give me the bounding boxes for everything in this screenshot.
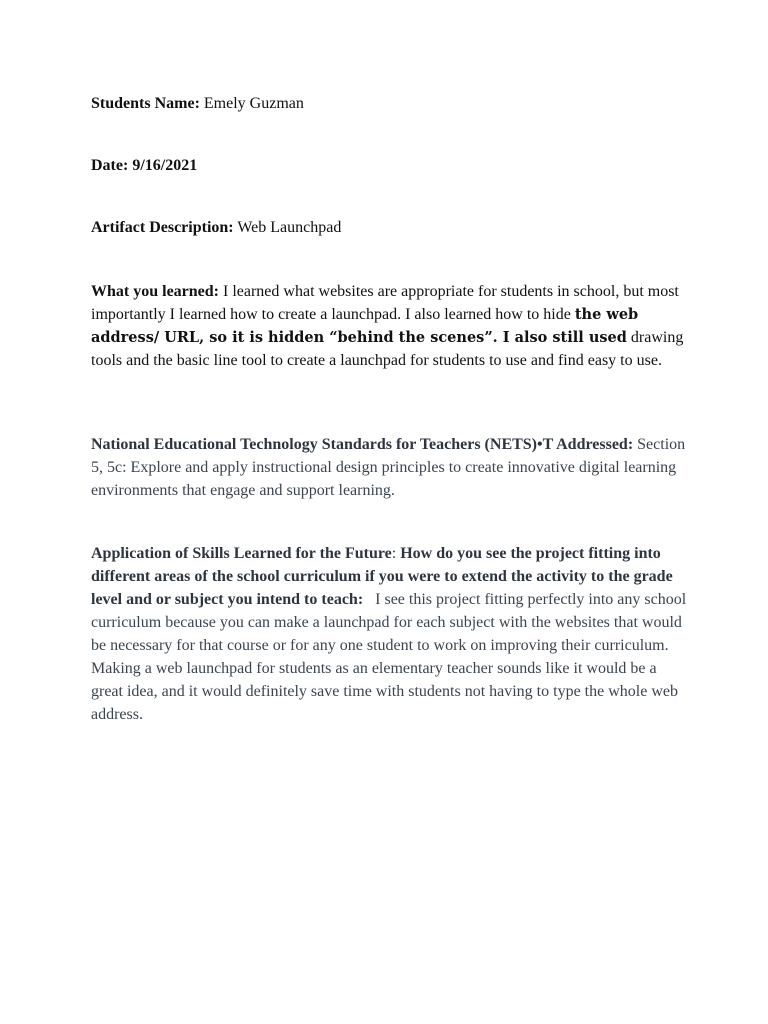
student-name-field xyxy=(91,92,691,115)
what-you-learned-field xyxy=(91,280,691,372)
what-you-learned-text-a: I learned what websites are appropriate for students in school, but most importantly I learned how to create a launchpad. I also learned how to hide xyxy=(91,283,679,323)
student-name-value: Emely Guzman xyxy=(199,95,304,112)
artifact-description-value: Web Launchpad xyxy=(233,219,342,236)
what-you-learned-text-b: drawing tools and the basic line tool to create a launchpad for students to use and find easy to use. xyxy=(91,329,684,369)
what-you-learned-text-bold: the web address/ URL, so it is hidden “behind the scenes”. I also still used xyxy=(91,306,639,346)
artifact-description-label: Artifact Description: xyxy=(91,219,234,236)
nets-label: National Educational Technology Standards for Teachers (NETS)•T Addressed: xyxy=(91,436,634,453)
artifact-description-field xyxy=(91,216,691,239)
application-field xyxy=(91,542,691,726)
student-name-label: Students Name: xyxy=(91,95,200,112)
what-you-learned-label: What you learned: xyxy=(91,283,219,300)
nets-field xyxy=(91,433,691,502)
application-colon: : xyxy=(391,545,401,562)
date-label: Date: 9/16/2021 xyxy=(91,157,198,174)
application-question: How do you see the project fitting into different areas of the school curriculum if you were to extend the activity to the grade level and or subject you intend to teach: xyxy=(91,545,673,608)
application-answer: I see this project fitting perfectly into any school curriculum because you can make a launchpad for each subject with the websites that would be necessary for that course or for any one student to work on improving their curriculum. Making a web launchpad for students as an elementary teacher sounds like it would be a great idea, and it would definitely save time with students not having to type the whole web address. xyxy=(91,591,691,723)
date-field xyxy=(91,154,691,177)
nets-value: Section 5, 5c: Explore and apply instructional design principles to create innovative digital learning environments that engage and support learning. xyxy=(91,436,686,499)
application-label: Application of Skills Learned for the Future xyxy=(91,545,392,562)
